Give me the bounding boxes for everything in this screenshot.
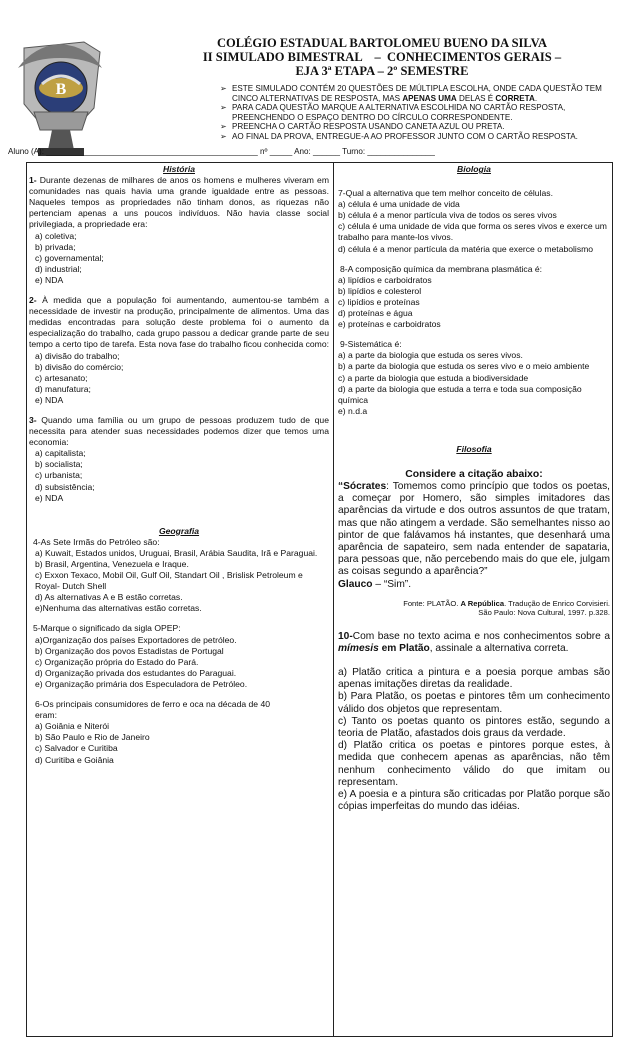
option[interactable]: b) socialista; [35, 459, 83, 470]
option[interactable]: a) coletiva; [35, 230, 77, 241]
instruction-item: ➢ PREENCHA O CARTÃO RESPOSTA USANDO CANETA AZUL OU PRETA. [220, 122, 505, 132]
option[interactable]: b) divisão do comércio; [35, 361, 124, 372]
option[interactable]: b) a parte da biologia que estuda os seres vivo e o meio ambiente [338, 361, 590, 372]
arrow-bullet-icon: ➢ [220, 122, 227, 132]
option[interactable]: e) NDA [35, 274, 64, 285]
option[interactable]: c) a parte da biologia que estuda a biodiversidade [338, 372, 529, 383]
option[interactable]: d) subsistência; [35, 481, 95, 492]
option[interactable]: e) NDA [35, 394, 64, 405]
option[interactable]: c) lipídios e proteínas [338, 296, 420, 307]
column-divider [333, 162, 334, 1037]
header-titles [182, 36, 582, 78]
svg-text:B: B [55, 81, 67, 98]
option[interactable]: d) célula é a menor partícula da matéria que exerce o metabolismo [338, 243, 594, 254]
instructions-list [220, 84, 625, 142]
question-4: 4-As Sete Irmãs do Petróleo são: [33, 536, 160, 547]
exam-title: II SIMULADO BIMESTRAL – CONHECIMENTOS GERAIS – [202, 50, 562, 64]
filosofia-intro: Considere a citação abaixo: [405, 468, 543, 480]
option[interactable]: a) Goiânia e Niterói [35, 721, 110, 732]
question-1: 1- Durante dezenas de milhares de anos os homens e mulheres viveram em comunidades nas quais havia uma grande igualdade entre as pessoas. Naqueles tempos as propriedades não tinham donos, as riquezas não pertenciam apenas a uns poucos indivíduos. Não havia classe social privilegiada, a propriedade era: [29, 175, 329, 230]
option[interactable]: d) Organização privada dos estudantes do Paraguai. [35, 667, 237, 678]
option[interactable]: c) Exxon Texaco, Mobil Oil, Gulf Oil, Standart Oil , Brislisk Petroleum e Royal- Dutch Shell [35, 570, 303, 592]
arrow-bullet-icon: ➢ [220, 103, 227, 113]
school-logo [14, 38, 106, 160]
option[interactable]: a) a parte da biologia que estuda os seres vivos. [338, 350, 523, 361]
right-column [338, 164, 610, 813]
biologia-title: Biologia [457, 164, 491, 174]
option[interactable]: a) lipídios e carboidratos [338, 274, 432, 285]
question-10: 10-Com base no texto acima e nos conhecimentos sobre a mímesis em Platão, assinale a alternativa correta. a) Platão critica a pintura e a poesia porque ambas são apenas imitações diretas da realidade. b) Para Platão, os poetas e pintores têm um conhecimento válido dos objetos que representam. c) Tanto os poetas quanto os pintores estão, segundo a teoria de Platão, afastados dois graus da verdade. d) Platão critica os poetas e pintores porque estes, à medida que conhecem apenas as aparências, não têm nenhum conhecimento válido do que imitam ou representam. e) A poesia e a pintura são criticadas por Platão porque são cópias imperfeitas do mundo das idéias. [338, 630, 610, 813]
option[interactable]: c) governamental; [35, 252, 104, 263]
option[interactable]: b) Brasil, Argentina, Venezuela e Iraque. [35, 559, 189, 569]
question-7: 7-Qual a alternativa que tem melhor conceito de células. [338, 188, 553, 199]
option[interactable]: a) divisão do trabalho; [35, 350, 120, 361]
option[interactable]: b) privada; [35, 241, 76, 252]
option[interactable]: c) Organização própria do Estado do Pará. [35, 656, 199, 667]
option[interactable]: d) Platão critica os poetas e pintores porque estes, à medida que conhecem apenas as aparências, não têm nenhum conhecimento válido do que imitam ou representam. [338, 740, 610, 788]
option[interactable]: c) célula é uma unidade de vida que forma os seres vivos e exerce um trabalho para mante-los vivos. [338, 221, 607, 243]
option[interactable]: c) artesanato; [35, 372, 88, 383]
arrow-bullet-icon: ➢ [220, 84, 227, 93]
filosofia-title: Filosofia [456, 443, 492, 454]
question-2: 2- À medida que a população foi aumentando, aumentou-se também a necessidade de investir na produção, principalmente de alimentos. Uma das medidas encontradas para solução deste problema foi o aumento da especialização do trabalho, cada grupo passou a dedicar grande parte de seu tempo a certo tipo de tarefa. Esta nova fase do trabalho ficou conhecida como: [29, 295, 330, 350]
option[interactable]: d) manufatura; [35, 383, 91, 394]
question-6: 6-Os principais consumidores de ferro e oca na década de 40 eram: [35, 699, 271, 721]
option[interactable]: b) Para Platão, os poetas e pintores têm um conhecimento válido dos objetos que representam. [338, 691, 610, 715]
instruction-item: ➢ ESTE SIMULADO CONTÉM 20 QUESTÕES DE MÚLTIPLA ESCOLHA, ONDE CADA QUESTÃO TEM CINCO ALTERNATIVAS DE RESPOSTA, MAS APENAS UMA DELAS É CORRETA. [220, 84, 602, 103]
question-5: 5-Marque o significado da sigla OPEP: [33, 623, 181, 634]
student-info-line[interactable]: Aluno (A): _______________________________________________ nº _____ Ano: ______ Turno: _______________ [8, 147, 435, 156]
quote-source: Fonte: PLATÃO. A República. Tradução de Enrico Corvisieri. São Paulo: Nova Cultural, 1997. p.328. [403, 598, 610, 618]
filosofia-quote: “Sócrates: Tomemos como princípio que todos os poetas, a começar por Homero, são simples imitadores das aparências da virtude e dos outros assuntos de que tratam, mas que não atingem a verdade. São semelhantes nisso ao pintor de que falávamos há instantes, que desenhará uma aparência de sapateiro, sem nada entender de sapataria, para pessoas que, não percebendo mais do que ele, julgam as coisas segundo a aparência?” Glauco – “Sim”. [338, 480, 610, 590]
question-9: 9-Sistemática é: [340, 339, 402, 350]
option[interactable]: a) capitalista; [35, 448, 86, 459]
geografia-title: Geografia [158, 525, 200, 536]
option[interactable]: d) Curitiba e Goiânia [35, 754, 114, 765]
option[interactable]: c) Salvador e Curitiba [35, 743, 118, 754]
instruction-item: ➢ PARA CADA QUESTÃO MARQUE A ALTERNATIVA ESCOLHIDA NO CARTÃO RESPOSTA, PREENCHENDO O ESPAÇO DENTRO DO CÍRCULO CORRESPONDENTE. [220, 103, 566, 122]
option[interactable]: b) célula é a menor partícula viva de todos os seres vivos [338, 210, 557, 221]
option[interactable]: e) proteínas e carboidratos [338, 319, 441, 330]
option[interactable]: a)Organização dos países Exportadores de petróleo. [35, 634, 237, 645]
option[interactable]: e)Nenhuma das alternativas estão corretas. [35, 603, 202, 614]
option[interactable]: d) proteínas e água [338, 308, 413, 319]
option[interactable]: d) a parte da biologia que estuda a terra e toda sua composição química [338, 383, 582, 405]
option[interactable]: e) n.d.a [338, 405, 368, 416]
historia-title: História [163, 164, 195, 174]
school-name: COLÉGIO ESTADUAL BARTOLOMEU BUENO DA SILVA [216, 36, 548, 50]
option[interactable]: e) NDA [35, 492, 64, 503]
page-header [0, 0, 638, 162]
instruction-item: ➢ AO FINAL DA PROVA, ENTREGUE-A AO PROFESSOR JUNTO COM O CARTÃO RESPOSTA. [220, 131, 578, 141]
option[interactable]: d) industrial; [35, 263, 82, 274]
option[interactable]: b) Organização dos povos Estadistas de Portugal [35, 645, 224, 656]
option[interactable]: c) Tanto os poetas quanto os pintores estão, segundo a teoria de Platão, afastados dois graus da verdade. [338, 715, 610, 740]
option[interactable]: c) urbanista; [35, 470, 83, 481]
option[interactable]: a) célula é uma unidade de vida [338, 199, 460, 210]
option[interactable]: b) São Paulo e Rio de Janeiro [35, 732, 150, 743]
option[interactable]: b) lipídios e colesterol [338, 285, 422, 296]
question-8: 8-A composição química da membrana plasmática é: [340, 263, 543, 274]
left-column [29, 164, 329, 766]
question-3: 3- Quando uma família ou um grupo de pessoas produzem tudo de que necessita para atender suas necessidades podemos dizer que temos uma economia: [29, 414, 329, 448]
option[interactable]: a) Kuwait, Estados unidos, Uruguai, Brasil, Arábia Saudita, Irã e Paraguai. [35, 547, 318, 558]
option[interactable]: e) A poesia e a pintura são criticadas por Platão porque são cópias imperfeitas do mundo das idéias. [338, 789, 610, 813]
arrow-bullet-icon: ➢ [220, 131, 227, 141]
option[interactable]: d) As alternativas A e B estão corretas. [35, 592, 183, 603]
stage-title: EJA 3ª ETAPA – 2º SEMESTRE [295, 64, 469, 78]
option[interactable]: e) Organização primária dos Especuladora de Petróleo. [35, 678, 248, 689]
option[interactable]: a) Platão critica a pintura e a poesia porque ambas são apenas imitações diretas da realidade. [338, 667, 610, 691]
